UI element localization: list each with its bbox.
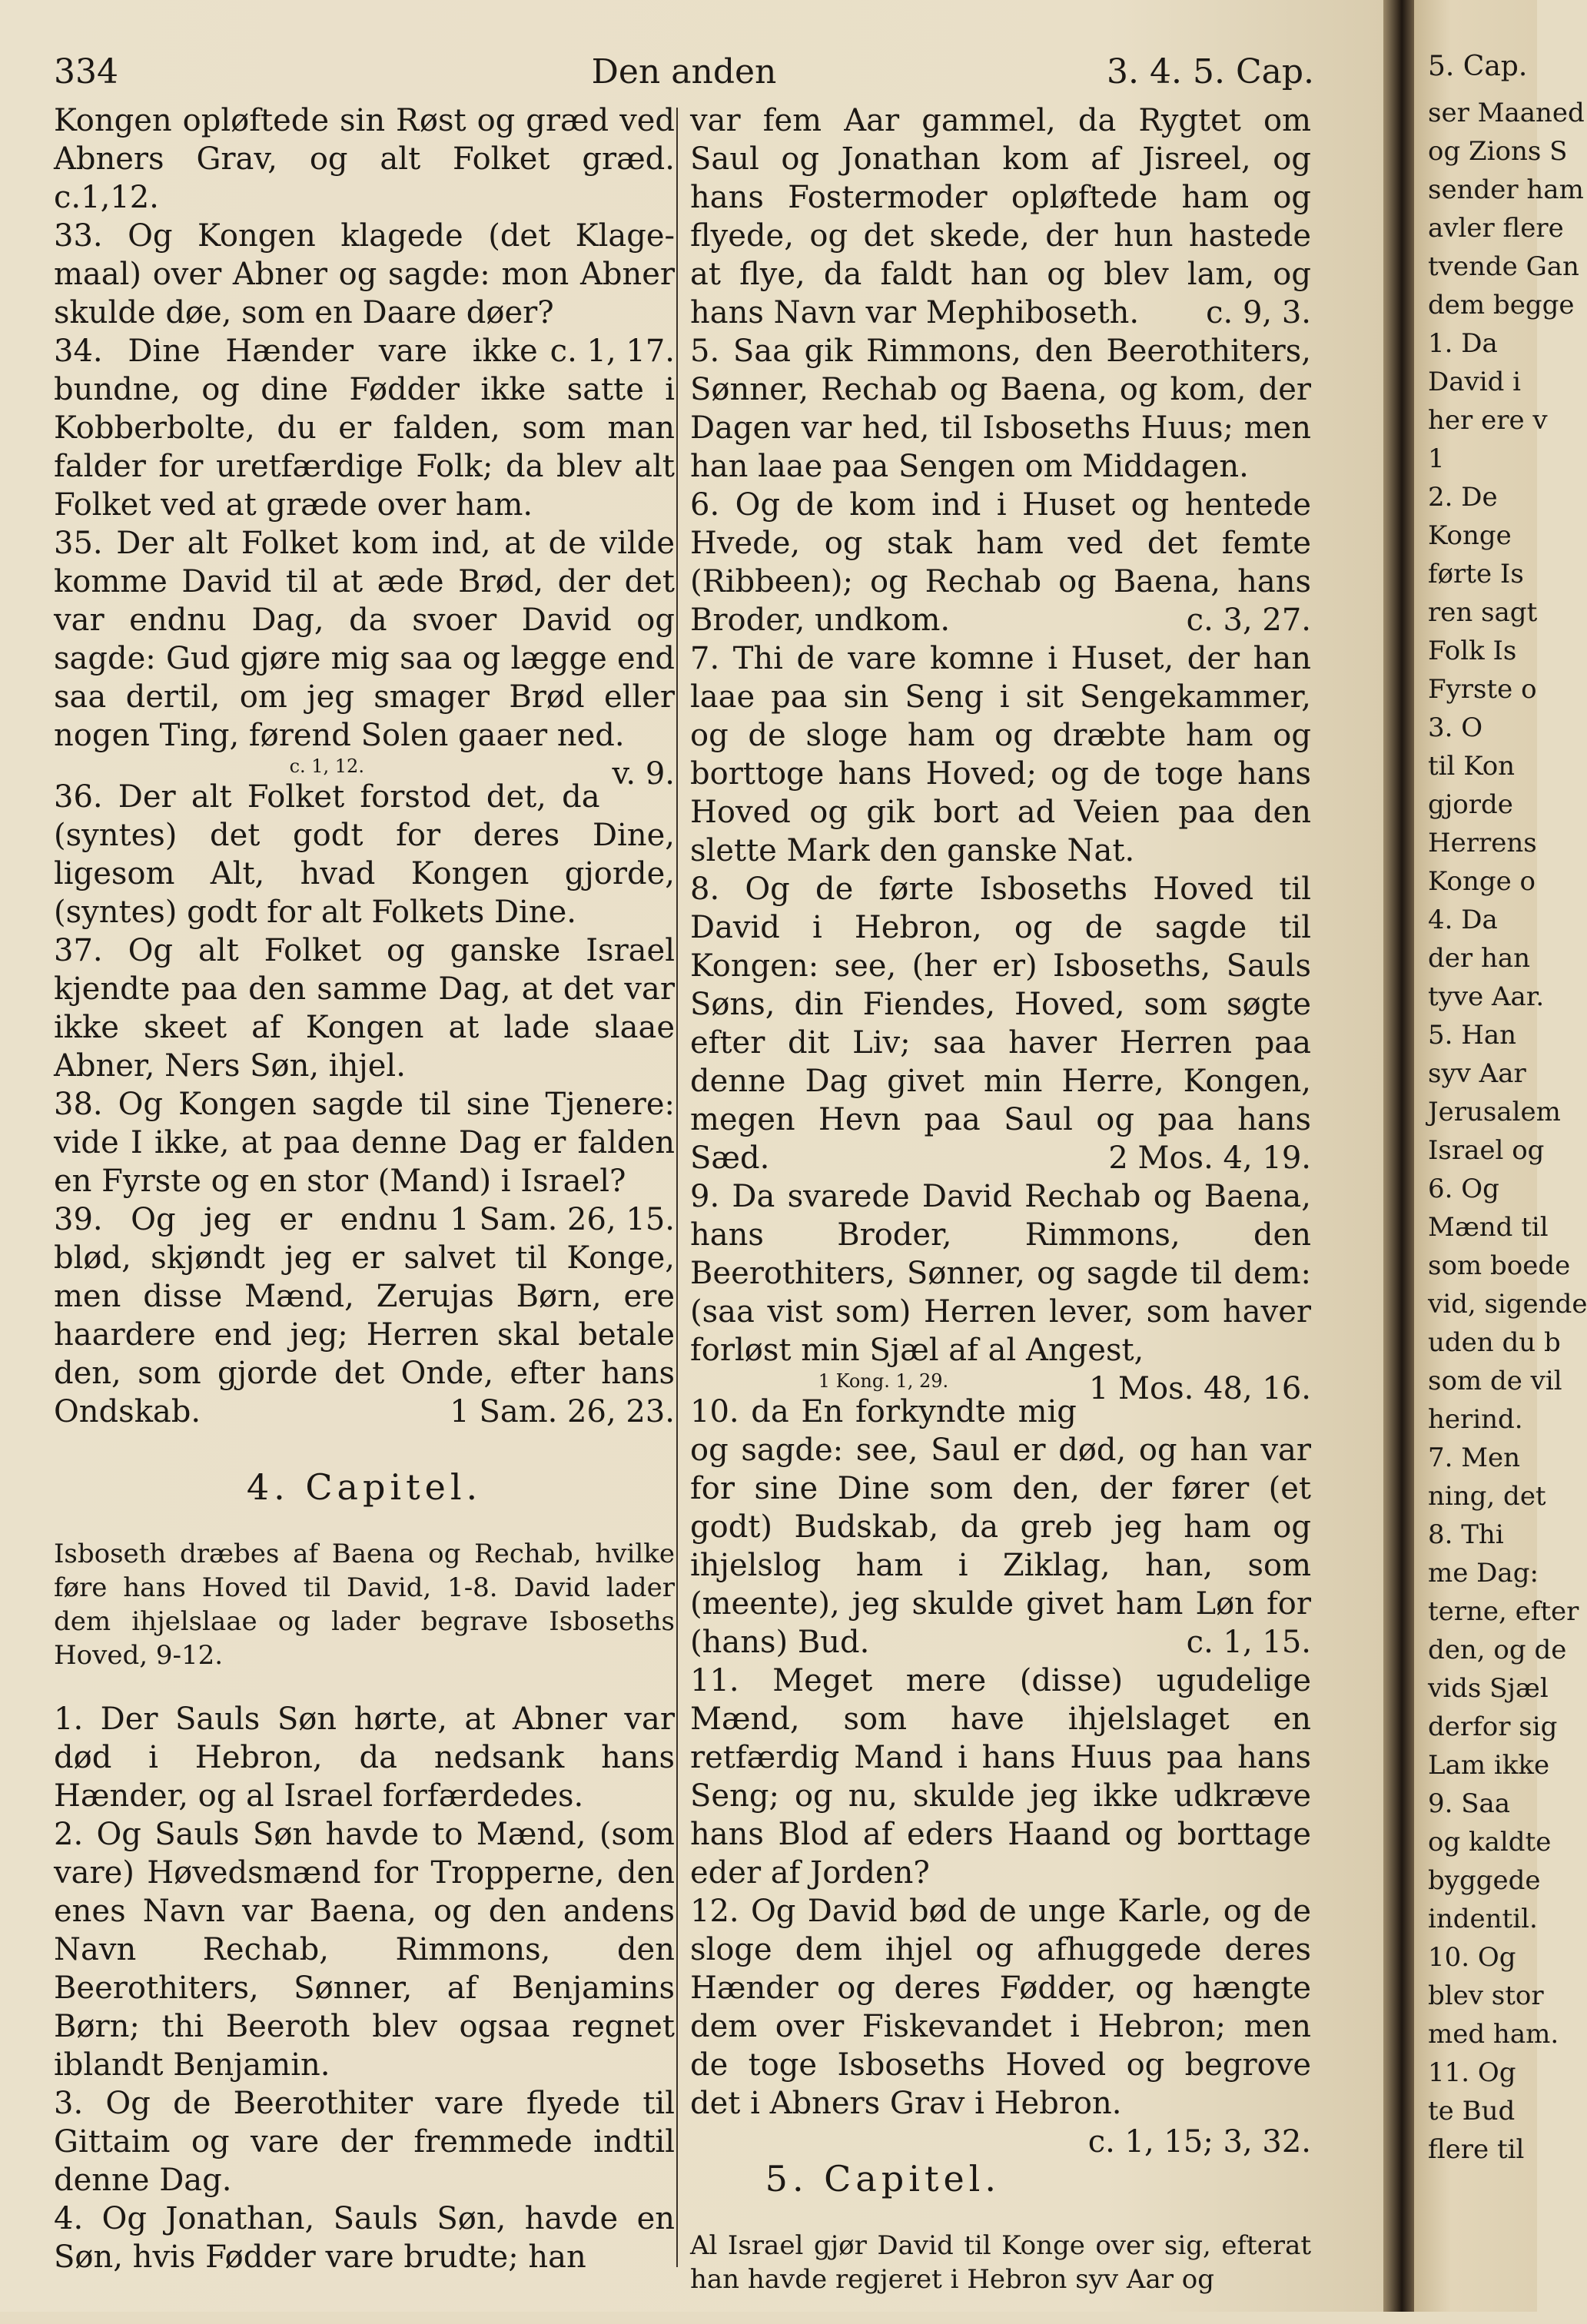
cross-reference: c. 1, 17.: [549, 334, 675, 369]
verse-7: 7. Thi de vare komne i Huset, der han laae paa sin Seng i sit Sengekammer, og de sloge ham og dræbte ham og borttoge hans Hoved; og de toge hans Hoved og gik bort ad Veien paa den slette Mark den ganske Nat.: [690, 641, 1311, 868]
facing-page-fragment: 4. Da: [1428, 905, 1498, 935]
facing-page-fragment: sender ham: [1428, 174, 1584, 205]
facing-page-fragment: og Zions S: [1428, 136, 1568, 167]
facing-page-fragment: 10. Og: [1428, 1942, 1516, 1973]
facing-page-fragment: 5. Cap.: [1428, 51, 1528, 82]
cross-reference: 2 Mos. 4, 19.: [1108, 1140, 1311, 1176]
facing-page-fragment: der han: [1428, 943, 1531, 974]
page-number: 334: [54, 52, 118, 91]
verse-35: 35. Der alt Folket kom ind, at de vilde komme David til at æde Brød, der det var endnu Dag, da svoer David og sagde: Gud gjøre mig saa og lægge end saa dertil, om jeg smager Brød eller nogen Ting, førend Solen gaaer ned. v. 9.: [54, 526, 675, 792]
facing-page-fragment: Fyrste o: [1428, 674, 1537, 705]
verse-4-start: 4. Og Jonathan, Sauls Søn, havde en Søn, hvis Fødder vare brudte; han: [54, 2201, 675, 2275]
facing-page-fragment: 6. Og: [1428, 1174, 1499, 1204]
chapter-heading: 5. Capitel.: [765, 2158, 1001, 2200]
facing-page-fragment: 2. De: [1428, 482, 1498, 513]
running-header: [54, 52, 1314, 101]
verse-38: 38. Og Kongen sagde til sine Tjenere: vide I ikke, at paa denne Dag er falden en Fyrste og en stor (Mand) i Israel? 1 Sam. 26, 15.: [54, 1087, 675, 1237]
right-column: [690, 101, 1311, 2324]
facing-page-fragment: Jerusalem: [1428, 1097, 1561, 1127]
verse-1: 1. Der Sauls Søn hørte, at Abner var død i Hebron, da nedsank hans Hænder, og al Israel forfærdedes.: [54, 1702, 675, 1814]
facing-page-edge: [1414, 0, 1587, 2312]
column-divider: [676, 108, 678, 2267]
verse-12: 12. Og David bød de unge Karle, og de sloge dem ihjel og afhuggede deres Hænder og deres Fødder, og hængte dem over Fiskevandet i Hebron; men de toge Isboseths Hoved og begrove det i Abners Grav i Hebron. c. 1, 15; 3, 32.: [690, 1894, 1311, 2160]
verse-10: 10. da En forkyndte mig og sagde: see, Saul er død, og han var for sine Dine som den, der fører (et godt) Budskab, da greb jeg ham og ihjelslog ham i Ziklag, han, som (meente), jeg skulde givet ham Løn for (hans) Bud. c. 1, 15.: [690, 1394, 1311, 1660]
facing-page-fragment: Konge o: [1428, 866, 1536, 897]
facing-page-fragment: Herrens: [1428, 828, 1537, 858]
book-title: Den anden: [591, 52, 777, 91]
cross-reference-small: 1 Kong. 1, 29.: [818, 1370, 949, 1392]
facing-page-fragment: byggede: [1428, 1865, 1541, 1896]
facing-page-fragment: derfor sig: [1428, 1711, 1558, 1742]
facing-page-fragment: dem begge: [1428, 290, 1575, 320]
facing-page-fragment: 11. Og: [1428, 2057, 1516, 2088]
chapter-heading: 4. Capitel.: [246, 1466, 483, 1508]
facing-page-fragment: 8. Thi: [1428, 1519, 1504, 1550]
cross-reference: c. 3, 27.: [1186, 603, 1311, 638]
facing-page-fragment: Israel og: [1428, 1135, 1545, 1166]
facing-page-fragment: 9. Saa: [1428, 1788, 1511, 1819]
verse-33: 33. Og Kongen klagede (det Klage-maal) over Abner og sagde: mon Abner skulde døe, som en Daare døer? c. 1, 17.: [54, 218, 675, 369]
facing-page-fragment: Lam ikke: [1428, 1750, 1550, 1781]
facing-page-fragment: avler flere: [1428, 213, 1564, 244]
facing-page-fragment: ser Maaned: [1428, 98, 1585, 128]
cross-reference: c. 9, 3.: [1206, 295, 1311, 330]
facing-page-fragment: her ere v: [1428, 405, 1548, 436]
verse-2: 2. Og Sauls Søn havde to Mænd, (som vare) Høvedsmænd for Tropperne, den enes Navn var Baena, og den andens Navn Rechab, Rimmons, den Beerothiters, Sønner, af Benjamins Børn; thi Beeroth blev ogsaa regnet iblandt Benjamin.: [54, 1817, 675, 2083]
cross-reference: 1 Sam. 26, 15.: [450, 1202, 675, 1237]
cross-reference: c. 1, 15.: [1186, 1625, 1311, 1660]
facing-page-fragment: vid, sigende: [1428, 1289, 1587, 1320]
verse-6: 6. Og de kom ind i Huset og hentede Hvede, og stak ham ved det femte (Ribbeen); og Rechab og Baena, hans Broder, undkom. c. 3, 27.: [690, 487, 1311, 638]
facing-page-fragment: te Bud: [1428, 2096, 1516, 2126]
facing-page-fragment: vids Sjæl: [1428, 1673, 1549, 1704]
facing-page-fragment: Folk Is: [1428, 636, 1517, 666]
facing-page-fragment: til Kon: [1428, 751, 1516, 782]
verse-39: 39. Og jeg er endnu blød, skjøndt jeg er salvet til Konge, men disse Mænd, Zerujas Børn, ere haardere end jeg; Herren skal betale den, som gjorde det Onde, efter hans Ondskab. 1 Sam. 26, 23.: [54, 1202, 675, 1429]
cross-reference: c.1,12.: [54, 180, 159, 215]
facing-page-fragment: ren sagt: [1428, 597, 1538, 628]
cross-reference-small: c. 1, 12.: [289, 755, 364, 777]
facing-page-fragment: og kaldte: [1428, 1827, 1552, 1858]
facing-page-fragment: blev stor: [1428, 1980, 1544, 2011]
verse-3: 3. Og de Beerothiter vare flyede til Gittaim og vare der fremmede indtil denne Dag.: [54, 2086, 675, 2198]
facing-page-fragment: med ham.: [1428, 2019, 1559, 2050]
facing-page-fragment: ning, det: [1428, 1481, 1546, 1512]
cross-reference: 1 Sam. 26, 23.: [450, 1394, 675, 1429]
facing-page-fragment: som boede: [1428, 1250, 1571, 1281]
cross-reference: 1 Mos. 48, 16.: [1088, 1371, 1311, 1406]
facing-page-fragment: tyve Aar.: [1428, 981, 1545, 1012]
chapter-summary: Isboseth dræbes af Baena og Rechab, hvilke føre hans Hoved til David, 1-8. David lader dem ihjelslaae og lader begrave Isboseths Hoved, 9-12.: [54, 1539, 675, 1671]
facing-page-fragment: David i: [1428, 367, 1522, 397]
facing-page-fragment: som de vil: [1428, 1366, 1562, 1396]
verse-37: 37. Og alt Folket og ganske Israel kjendte paa den samme Dag, at det var ikke skeet af Kongen at lade slaae Abner, Ners Søn, ihjel.: [54, 933, 675, 1084]
book-gutter: [1383, 0, 1414, 2312]
facing-page-fragment: Mænd til: [1428, 1212, 1549, 1243]
verse-34: 34. Dine Hænder vare ikke bundne, og dine Fødder ikke satte i Kobberbolte, du er falden, som man falder for uretfærdige Folk; da blev alt Folket ved at græde over ham.: [54, 334, 675, 523]
verse-11: 11. Meget mere (disse) ugudelige Mænd, som have ihjelslaget en retfærdig Mand i hans Huus paa hans Seng; og nu, skulde jeg ikke udkræve hans Blod af eders Haand og borttage eder af Jorden?: [690, 1663, 1311, 1891]
facing-page-fragment: me Dag:: [1428, 1558, 1539, 1589]
facing-page-fragment: herind.: [1428, 1404, 1523, 1435]
facing-page-fragment: uden du b: [1428, 1327, 1561, 1358]
verse-8: 8. Og de førte Isboseths Hoved til David i Hebron, og de sagde til Kongen: see, (her er) Isboseths, Sauls Søns, din Fiendes, Hoved, som søgte efter dit Liv; saa haver Herren paa denne Dag givet min Herre, Kongen, megen Hevn paa Saul og paa hans Sæd. 2 Mos. 4, 19.: [690, 872, 1311, 1176]
cross-reference: v. 9.: [612, 756, 675, 792]
facing-page-fragment: terne, efter: [1428, 1596, 1579, 1627]
verse-4-continued: var fem Aar gammel, da Rygtet om Saul og Jonathan kom af Jisreel, og hans Fostermoder opløftede ham og flyede, og det skede, der hun hastede at flye, da faldt han og blev lam, og hans Navn var Mephiboseth. c. 9, 3.: [690, 103, 1311, 330]
facing-page-fragment: 5. Han: [1428, 1020, 1517, 1051]
facing-page-fragment: førte Is: [1428, 559, 1524, 589]
facing-page-text: [1414, 0, 1587, 2169]
facing-page-fragment: syv Aar: [1428, 1058, 1526, 1089]
facing-page-fragment: gjorde: [1428, 789, 1513, 820]
cross-reference: c. 1, 15; 3, 32.: [1087, 2124, 1311, 2160]
chapter-summary: Al Israel gjør David til Konge over sig, efterat han havde regjeret i Hebron syv Aar og: [690, 2230, 1311, 2295]
facing-page-fragment: 3. O: [1428, 712, 1483, 743]
left-column: [54, 101, 675, 2276]
facing-page-fragment: 7. Men: [1428, 1443, 1521, 1473]
facing-page-fragment: tvende Gan: [1428, 251, 1579, 282]
verse-36: 36. Der alt Folket forstod det, da (syntes) det godt for deres Dine, ligesom Alt, hvad Kongen gjorde, (syntes) godt for alt Folkets Dine.: [54, 779, 675, 930]
facing-page-fragment: indentil.: [1428, 1904, 1538, 1934]
verse-5: 5. Saa gik Rimmons, den Beerothiters, Sønner, Rechab og Baena, og kom, der Dagen var hed, til Isboseths Huus; men han laae paa Sengen om Middagen.: [690, 334, 1311, 484]
verse-9: 9. Da svarede David Rechab og Baena, hans Broder, Rimmons, den Beerothiters, Sønner, og sagde til dem: (saa vist som) Herren lever, som haver forløst min Sjæl af al Angest, 1 Mos. 48, 16.: [690, 1179, 1311, 1406]
facing-page-fragment: 1. Da: [1428, 328, 1498, 359]
facing-page-fragment: Konge: [1428, 520, 1512, 551]
chapter-range: 3. 4. 5. Cap.: [1107, 52, 1314, 91]
facing-page-fragment: den, og de: [1428, 1635, 1567, 1665]
verse-32-continued: Kongen opløftede sin Røst og græd ved Abners Grav, og alt Folket græd. c.1,12.: [54, 103, 675, 215]
facing-page-fragment: 1: [1428, 443, 1445, 474]
facing-page-fragment: flere til: [1428, 2134, 1525, 2165]
